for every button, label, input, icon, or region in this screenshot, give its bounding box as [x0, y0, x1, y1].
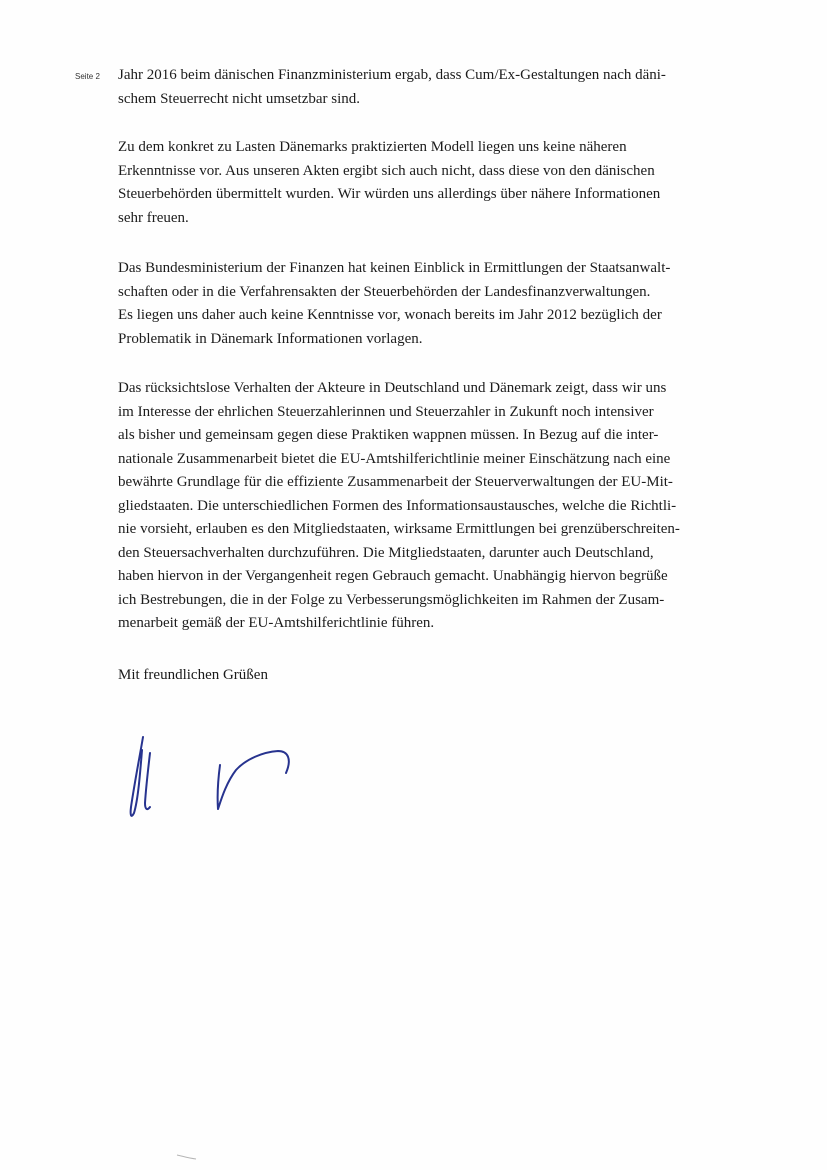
text-line: als bisher und gemeinsam gegen diese Praktiken wappnen müssen. In Bezug auf die inter-	[118, 427, 659, 443]
closing-salutation: Mit freundlichen Grüßen	[118, 667, 268, 683]
text-line: gliedstaaten. Die unterschiedlichen Formen des Informationsaustausches, welche die Richtli-	[118, 497, 677, 514]
text-line: Das rücksichtslose Verhalten der Akteure in Deutschland und Dänemark zeigt, dass wir uns	[118, 380, 667, 396]
paragraph-2	[118, 136, 758, 230]
text-line: menarbeit gemäß der EU-Amtshilferichtlinie führen.	[118, 615, 435, 631]
handwritten-signature	[118, 725, 318, 835]
page-number-label: Seite 2	[75, 72, 100, 81]
text-line: bewährte Grundlage für die effiziente Zusammenarbeit der Steuerverwaltungen der EU-Mit-	[118, 474, 673, 490]
text-line: Zu dem konkret zu Lasten Dänemarks praktizierten Modell liegen uns keine näheren	[118, 139, 627, 155]
text-line: Steuerbehörden übermittelt wurden. Wir würden uns allerdings über nähere Informationen	[118, 186, 661, 202]
text-line: sehr freuen.	[118, 209, 189, 226]
text-line: nie vorsieht, erlauben es den Mitgliedstaaten, wirksame Ermittlungen bei grenzüberschreiten-	[118, 521, 680, 537]
text-line: im Interesse der ehrlichen Steuerzahlerinnen und Steuerzahler in Zukunft noch intensiver	[118, 403, 654, 420]
text-line: Problematik in Dänemark Informationen vorlagen.	[118, 330, 423, 347]
text-line: Jahr 2016 beim dänischen Finanzministerium ergab, dass Cum/Ex-Gestaltungen nach däni-	[118, 67, 666, 83]
text-line: Erkenntnisse vor. Aus unseren Akten ergibt sich auch nicht, dass diese von den dänischen	[118, 162, 655, 179]
paragraph-1	[118, 64, 758, 111]
text-line: Es liegen uns daher auch keine Kenntnisse vor, wonach bereits im Jahr 2012 bezüglich der	[118, 307, 662, 323]
text-line: den Steuersachverhalten durchzuführen. Die Mitgliedstaaten, darunter auch Deutschland,	[118, 544, 654, 561]
text-line: ich Bestrebungen, die in der Folge zu Verbesserungsmöglichkeiten im Rahmen der Zusam-	[118, 591, 665, 608]
paragraph-4	[118, 377, 758, 636]
paragraph-3	[118, 257, 758, 351]
text-line: haben hiervon in der Vergangenheit regen Gebrauch gemacht. Unabhängig hiervon begrüße	[118, 568, 668, 584]
text-line: schaften oder in die Verfahrensakten der Steuerbehörden der Landesfinanzverwaltungen.	[118, 283, 651, 300]
text-line: Das Bundesministerium der Finanzen hat keinen Einblick in Ermittlungen der Staatsanwalt-	[118, 260, 671, 276]
text-line: schem Steuerrecht nicht umsetzbar sind.	[118, 90, 361, 107]
scan-artifact	[176, 1154, 198, 1160]
text-line: nationale Zusammenarbeit bietet die EU-Amtshilferichtlinie meiner Einschätzung nach eine	[118, 450, 671, 467]
